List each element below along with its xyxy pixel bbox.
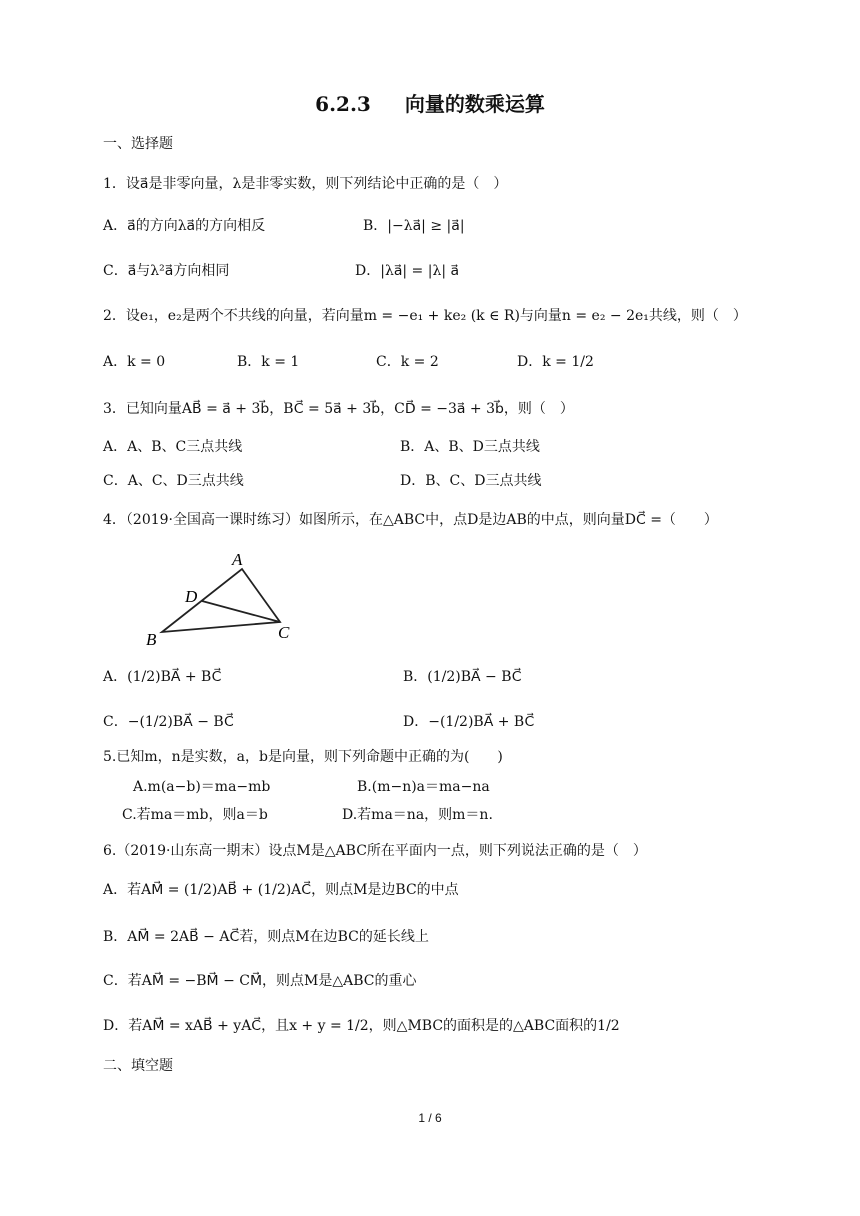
question-2-option-d: D．k = 1/2 bbox=[517, 354, 594, 370]
question-1-option-d: D．|λa⃗| = |λ| a⃗ bbox=[355, 263, 460, 279]
question-5-option-c: C.若ma＝mb，则a＝b bbox=[122, 807, 268, 823]
question-6-option-a: A．若AM⃗ = (1/2)AB⃗ + (1/2)AC⃗，则点M是边BC的中点 bbox=[103, 882, 459, 898]
question-4-option-d: D．−(1/2)BA⃗ + BC⃗ bbox=[403, 714, 535, 730]
question-3-option-b: B．A、B、D三点共线 bbox=[400, 439, 540, 455]
question-5-stem: 5.已知m，n是实数，a，b是向量，则下列命题中正确的为( ) bbox=[103, 749, 503, 765]
question-4-stem: 4．（2019·全国高一课时练习）如图所示，在△ABC中，点D是边AB的中点，则向量DC⃗ =（ ） bbox=[103, 512, 718, 528]
question-4-option-a: A．(1/2)BA⃗ + BC⃗ bbox=[103, 669, 222, 685]
question-2-option-c: C．k = 2 bbox=[376, 354, 439, 370]
question-2-stem: 2．设e₁，e₂是两个不共线的向量，若向量m = −e₁ + ke₂ (k ∈ R)与向量n = e₂ − 2e₁共线，则（ ） bbox=[103, 308, 747, 324]
triangle-abc bbox=[162, 569, 280, 632]
question-5-option-d: D.若ma＝na，则m＝n. bbox=[342, 807, 493, 823]
question-3-option-a: A．A、B、C三点共线 bbox=[103, 439, 243, 455]
label-b: B bbox=[146, 630, 157, 649]
question-2-option-a: A．k = 0 bbox=[103, 354, 166, 370]
question-1-option-b: B．|−λa⃗| ≥ |a⃗| bbox=[363, 218, 465, 234]
label-c: C bbox=[278, 623, 290, 642]
section-heading-fill: 二、填空题 bbox=[103, 1058, 173, 1074]
question-5-option-b: B.(m−n)a＝ma−na bbox=[357, 779, 490, 795]
question-4-option-c: C．−(1/2)BA⃗ − BC⃗ bbox=[103, 714, 234, 730]
page-title: 6.2.3 向量的数乘运算 bbox=[315, 92, 545, 116]
page-number: 1 / 6 bbox=[418, 1111, 442, 1125]
question-4-option-b: B．(1/2)BA⃗ − BC⃗ bbox=[403, 669, 522, 685]
question-3-option-c: C．A、C、D三点共线 bbox=[103, 473, 244, 489]
section-heading-choice: 一、选择题 bbox=[103, 136, 173, 152]
question-6-option-b: B．AM⃗ = 2AB⃗ − AC⃗若，则点M在边BC的延长线上 bbox=[103, 929, 429, 945]
question-2-option-b: B．k = 1 bbox=[237, 354, 300, 370]
question-6-option-c: C．若AM⃗ = −BM⃗ − CM⃗，则点M是△ABC的重心 bbox=[103, 973, 417, 989]
question-3-option-d: D．B、C、D三点共线 bbox=[400, 473, 542, 489]
question-6-stem: 6.（2019·山东高一期末）设点M是△ABC所在平面内一点，则下列说法正确的是（ ） bbox=[103, 843, 647, 859]
label-a: A bbox=[232, 550, 243, 569]
question-5-option-a: A.m(a−b)＝ma−mb bbox=[133, 779, 271, 795]
question-1-option-c: C．a⃗与λ²a⃗方向相同 bbox=[103, 263, 230, 279]
question-3-stem: 3．已知向量AB⃗ = a⃗ + 3b⃗，BC⃗ = 5a⃗ + 3b⃗，CD⃗ = −3a⃗ + 3b⃗，则（ ） bbox=[103, 401, 574, 417]
question-1-option-a: A．a⃗的方向λa⃗的方向相反 bbox=[103, 218, 266, 234]
question-6-option-d: D．若AM⃗ = xAB⃗ + yAC⃗，且x + y = 1/2，则△MBC的面积是的△ABC面积的1/2 bbox=[103, 1018, 620, 1034]
label-d: D bbox=[185, 587, 198, 606]
question-1-stem: 1．设a⃗是非零向量，λ是非零实数，则下列结论中正确的是（ ） bbox=[103, 176, 508, 192]
triangle-figure bbox=[130, 545, 310, 650]
